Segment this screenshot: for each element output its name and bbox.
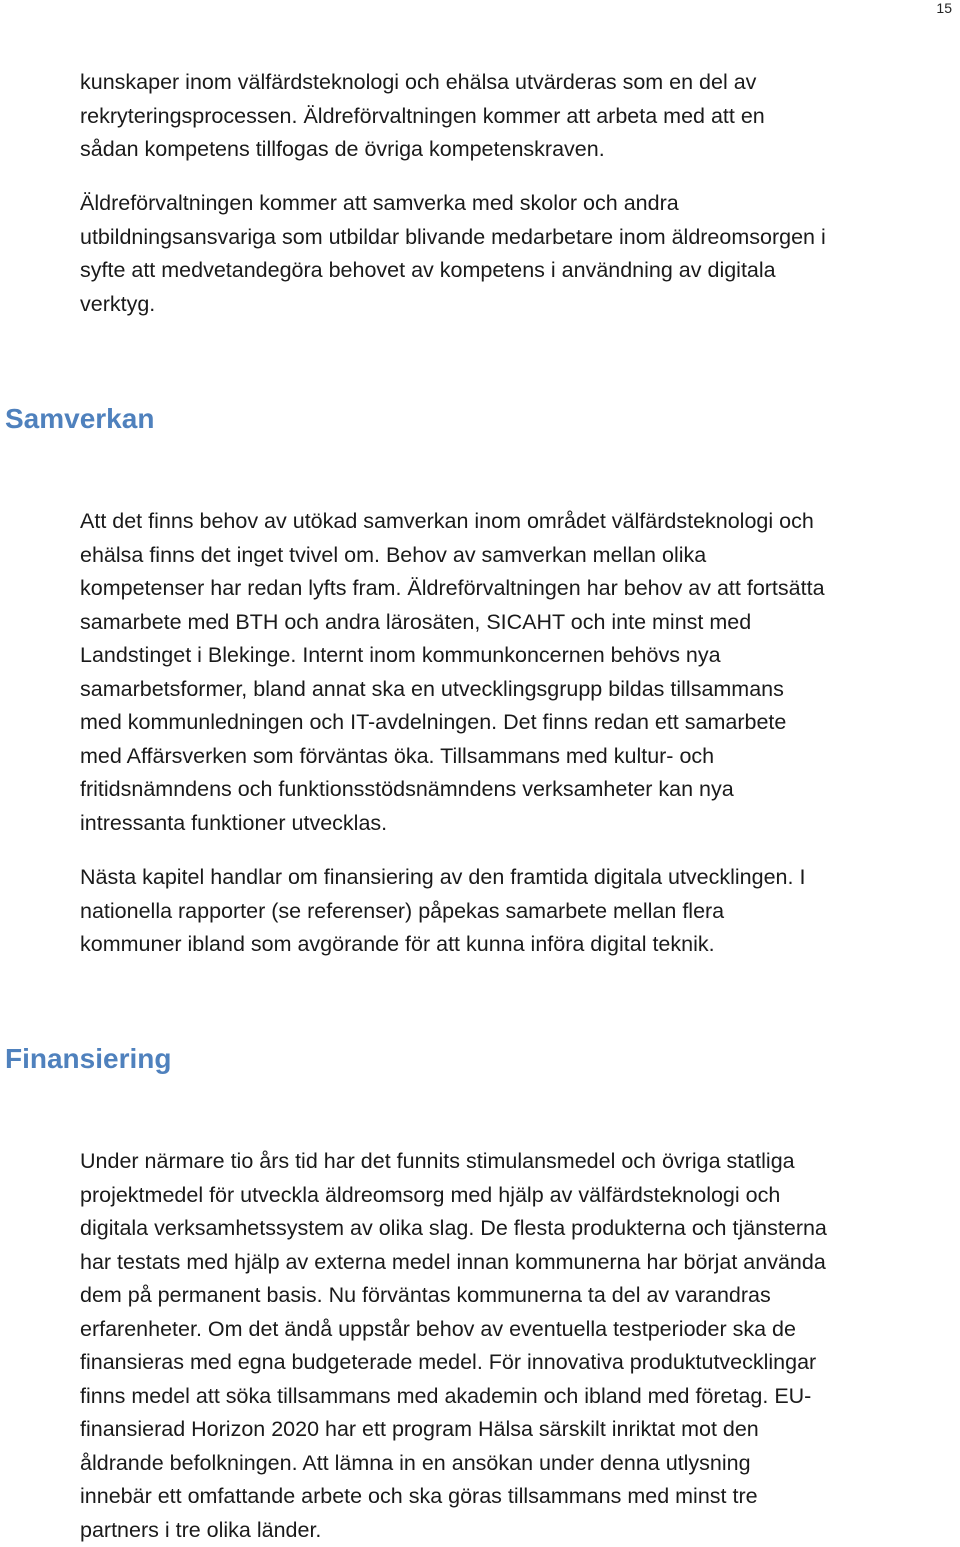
heading-finansiering: Finansiering — [5, 1043, 172, 1074]
paragraph-next-chapter: Nästa kapitel handlar om finansiering av den framtida digitala utvecklingen. I nationella rapporter (se referenser) påpekas samarbete mellan flera kommuner ibland som avgörande för att kunna införa digital teknik. — [80, 865, 806, 956]
paragraph-competence: kunskaper inom välfärdsteknologi och ehälsa utvärderas som en del av rekryteringsprocessen. Äldreförvaltningen kommer att arbeta med att en sådan kompetens tillfogas de övriga kompetenskraven. — [80, 70, 765, 161]
page-number: 15 — [936, 0, 952, 16]
paragraph-finansiering: Under närmare tio års tid har det funnits stimulansmedel och övriga statliga projektmedel för utveckla äldreomsorg med hjälp av välfärdsteknologi och digitala verksamhetssystem av olika slag. De flesta produkterna och tjänsterna har testats med hjälp av externa medel innan kommunerna har börjat använda dem på permanent basis. Nu förväntas kommunerna ta del av varandras erfarenheter. Om det ändå uppstår behov av eventuella testperioder ska de finansieras med egna budgeterade medel. För innovativa produktutvecklingar finns medel att söka tillsammans med akademin och ibland med företag. EU- finansierad Horizon 2020 har ett program Hälsa särskilt inriktat mot den åldrande befolkningen. Att lämna in en ansökan under denna utlysning innebär ett omfattande arbete och ska göras tillsammans med minst tre partners i tre olika länder. — [80, 1149, 827, 1542]
paragraph-schools: Äldreförvaltningen kommer att samverka med skolor och andra utbildningsansvariga som utbildar blivande medarbetare inom äldreomsorgen i syfte att medvetandegöra behovet av kompetens i användning av digitala verktyg. — [80, 191, 826, 316]
paragraph-samverkan: Att det finns behov av utökad samverkan inom området välfärdsteknologi och ehälsa finns det inget tvivel om. Behov av samverkan mellan olika kompetenser har redan lyfts fram. Äldreförvaltningen har behov av att fortsätta samarbete med BTH och andra lärosäten, SICAHT och inte minst med Landstinget i Blekinge. Internt inom kommunkoncernen behövs nya samarbetsformer, bland annat ska en utvecklingsgrupp bildas tillsammans med kommunledningen och IT-avdelningen. Det finns redan ett samarbete med Affärsverken som förväntas öka. Tillsammans med kultur- och fritidsnämndens och funktionsstödsnämndens verksamheter kan nya intressanta funktioner utvecklas. — [80, 509, 825, 835]
heading-samverkan: Samverkan — [5, 403, 155, 434]
